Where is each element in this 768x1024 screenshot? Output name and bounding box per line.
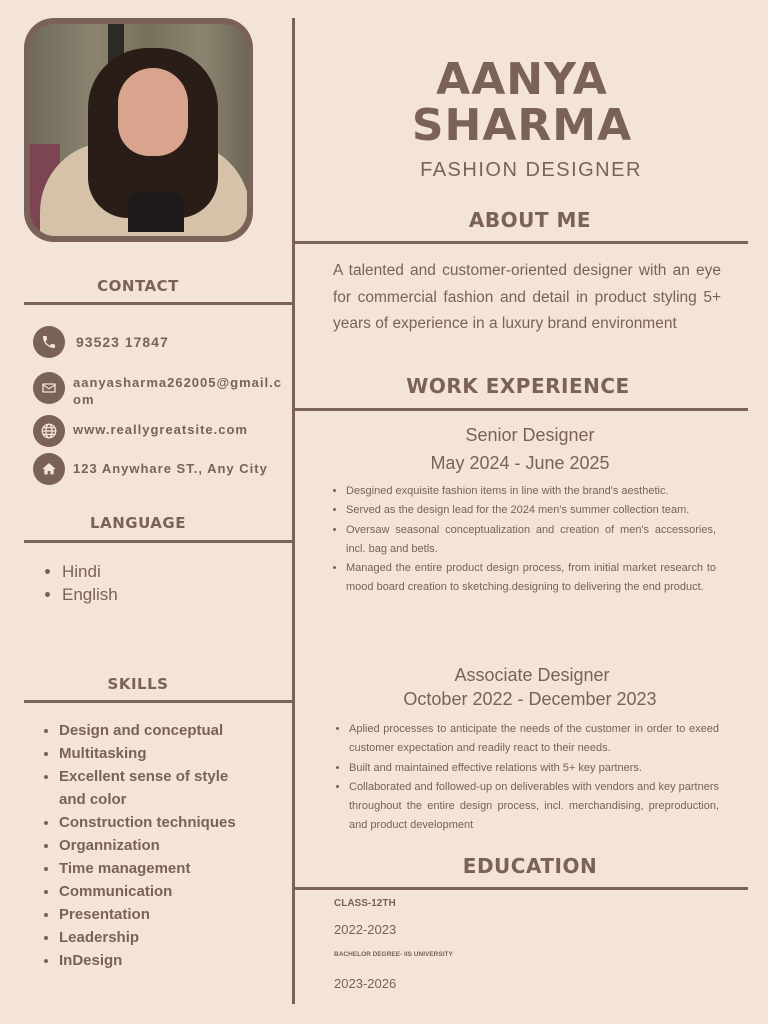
profile-photo: [24, 18, 253, 242]
skill-item: • Multitasking: [59, 742, 289, 765]
contact-divider: [24, 302, 293, 305]
contact-website: [33, 415, 283, 447]
education-divider: [295, 887, 748, 890]
job-bullet: • Built and maintained effective relations with 5+ key partners.: [349, 759, 719, 778]
home-icon: [33, 453, 65, 485]
about-title: ABOUT ME: [468, 208, 592, 232]
language-list: [44, 560, 118, 606]
phone-icon: [33, 326, 65, 358]
job-bullet: • Aplied processes to anticipate the needs of the customer in order to exeed customer expectation and readily react to their needs.: [349, 720, 719, 759]
skill-item: • Time management: [59, 857, 289, 880]
vertical-divider: [292, 18, 295, 1004]
job-bullet: • Collaborated and followed-up on deliverables with vendors and key partners throughout the entire design process, incl. merchandising, preproduction, and product development: [349, 778, 719, 836]
language-divider: [24, 540, 293, 543]
skill-item: • Organnization: [59, 834, 289, 857]
language-item: • English: [62, 583, 118, 606]
work-divider: [295, 408, 748, 411]
skills-list: [40, 719, 289, 972]
job-2-title: Associate Designer: [454, 665, 610, 685]
skill-item: • Excellent sense of style and color: [59, 765, 239, 811]
education-years-1: 2022-2023: [334, 922, 397, 937]
about-text: A talented and customer-oriented designer with an eye for commercial fashion and detail in product styling 5+ years of experience in a luxury brand environment: [333, 262, 721, 332]
education-label-1: CLASS-12TH: [334, 898, 396, 909]
skill-item: • Leadership: [59, 926, 289, 949]
education-years-2: 2023-2026: [334, 976, 397, 991]
address-text: 123 Anywhare ST., Any City: [73, 461, 268, 476]
globe-icon: [33, 415, 65, 447]
education-title: EDUCATION: [462, 854, 598, 878]
job-bullet: • Desgined exquisite fashion items in line with the brand's aesthetic.: [346, 482, 716, 501]
contact-address: [33, 453, 283, 485]
job-1-dates: May 2024 - June 2025: [430, 453, 610, 473]
education-label-2: BACHELOR DEGREE- IIS UNIVERSITY: [334, 951, 453, 958]
phone-number[interactable]: 93523 17847: [76, 334, 169, 350]
job-role: FASHION DESIGNER: [420, 159, 642, 181]
language-title: LANGUAGE: [90, 514, 186, 532]
email-address[interactable]: aanyasharma262005@gmail.com: [73, 375, 282, 407]
profile-photo-image: [30, 24, 247, 236]
skills-divider: [24, 700, 293, 703]
skills-title: SKILLS: [107, 675, 169, 693]
work-title: WORK EXPERIENCE: [406, 374, 630, 398]
mail-icon: [33, 372, 65, 404]
first-name: AANYA: [436, 54, 608, 105]
skill-item: • Design and conceptual: [59, 719, 289, 742]
skill-item: • Communication: [59, 880, 289, 903]
website-link[interactable]: www.reallygreatsite.com: [73, 422, 248, 437]
job-2-bullets: [335, 720, 719, 836]
contact-email: [33, 372, 283, 408]
language-item: • Hindi: [62, 560, 118, 583]
job-2-dates: October 2022 - December 2023: [403, 689, 657, 709]
job-1-bullets: [332, 482, 716, 598]
job-1-title: Senior Designer: [465, 425, 595, 445]
skill-item: • Construction techniques: [59, 811, 289, 834]
about-divider: [295, 241, 748, 244]
skill-item: • InDesign: [59, 949, 289, 972]
job-bullet: • Managed the entire product design process, from initial market research to mood board creation to sketching.designing to delivering the end product.: [346, 559, 716, 598]
contact-phone: [33, 326, 286, 358]
job-bullet: • Oversaw seasonal conceptualization and creation of men's accessories, incl. bag and betls.: [346, 521, 716, 560]
job-bullet: • Served as the design lead for the 2024 men's summer collection team.: [346, 501, 716, 520]
contact-title: CONTACT: [97, 277, 179, 295]
skill-item: • Presentation: [59, 903, 289, 926]
last-name: SHARMA: [411, 100, 633, 151]
